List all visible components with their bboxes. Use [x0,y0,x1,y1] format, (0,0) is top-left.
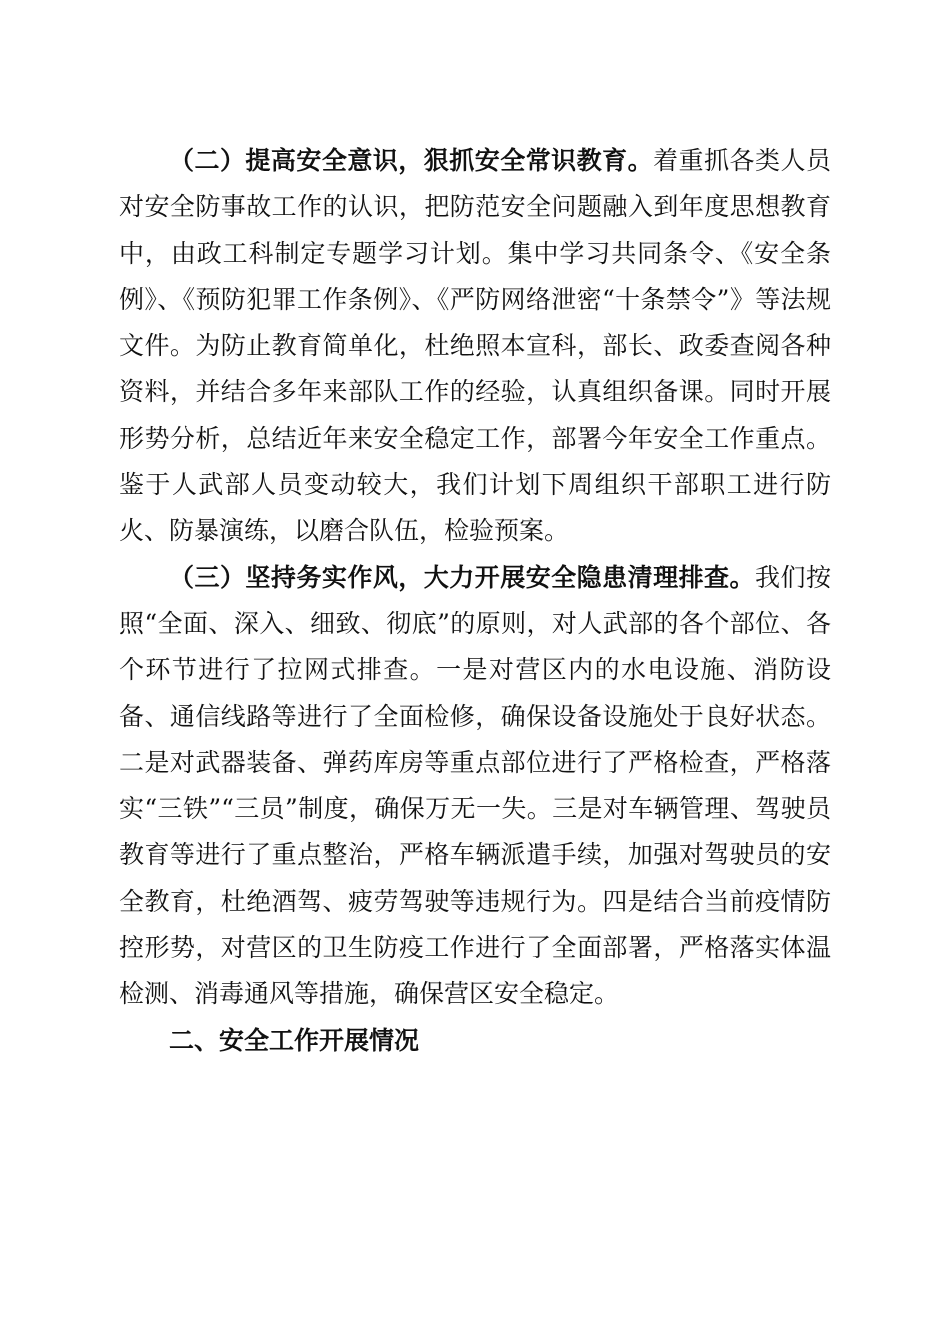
paragraph-text: 着重抓各类人员对安全防事故工作的认识，把防范安全问题融入到年度思想教育中，由政工科制定专题学习计划。集中学习共同条令、《安全条例》、《预防犯罪工作条例》、《严防网络泄密“十条禁令”》等法规文件。为防止教育简单化，杜绝照本宣科，部长、政委查阅各种资料，并结合多年来部队工作的经验，认真组织备课。同时开展形势分析，总结近年来安全稳定工作，部署今年安全工作重点。鉴于人武部人员变动较大，我们计划下周组织干部职工进行防火、防暴演练，以磨合队伍，检验预案。 [119,146,831,546]
paragraph-lead: （三）坚持务实作风，大力开展安全隐患清理排查。 [169,562,756,592]
paragraph-text: 我们按照“全面、深入、细致、彻底”的原则，对人武部的各个部位、各个环节进行了拉网式排查。一是对营区内的水电设施、消防设备、通信线路等进行了全面检修，确保设备设施处于良好状态。二是对武器装备、弹药库房等重点部位进行了严格检查，严格落实“三铁”“三员”制度，确保万无一失。三是对车辆管理、驾驶员教育等进行了重点整治，严格车辆派遣手续，加强对驾驶员的安全教育，杜绝酒驾、疲劳驾驶等违规行为。四是结合当前疫情防控形势，对营区的卫生防疫工作进行了全面部署，严格落实体温检测、消毒通风等措施，确保营区安全稳定。 [119,562,831,1009]
paragraph-lead: （二）提高安全意识，狠抓安全常识教育。 [169,146,654,175]
document-body [119,138,831,1064]
paragraph-safety-education [119,138,831,555]
paragraph-hazard-inspection [119,555,831,1018]
section-heading: 二、安全工作开展情况 [169,1025,420,1055]
